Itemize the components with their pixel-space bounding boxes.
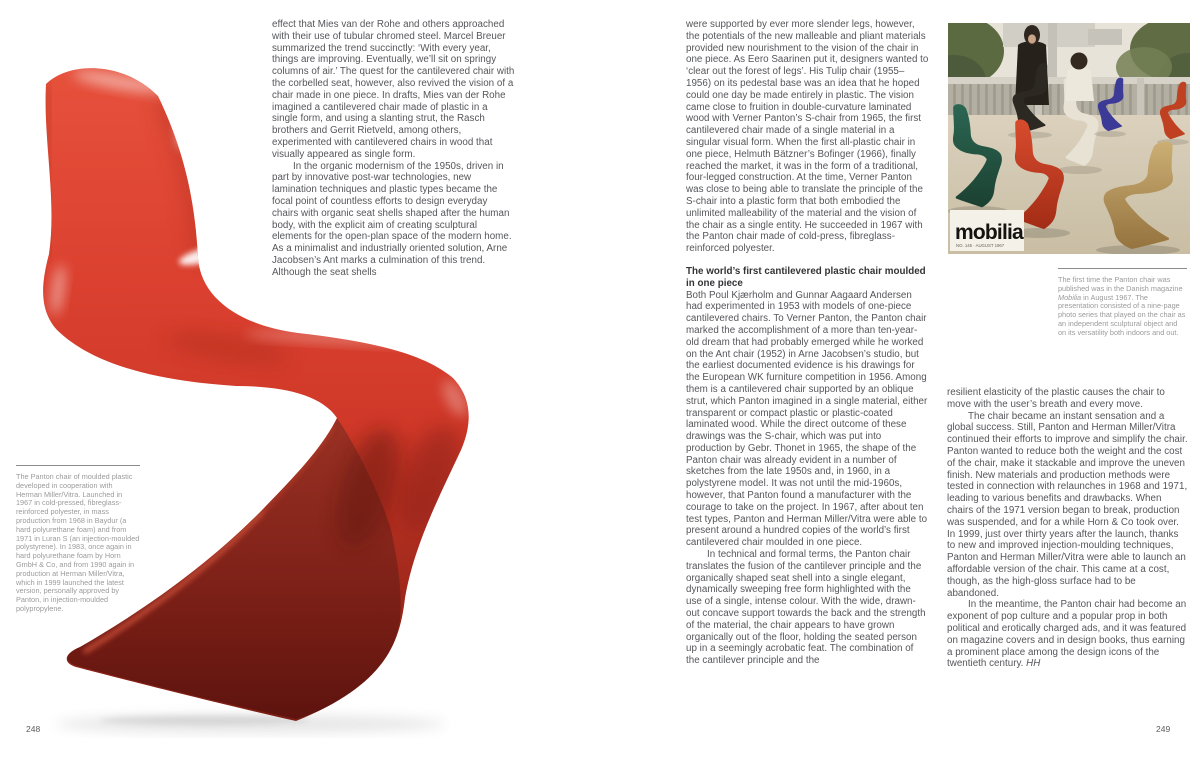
paragraph: In the organic modernism of the 1950s, driven in part by innovative post-war technologies, new lamination techniques and plastic types became the focal point of countless efforts to design everyday chairs with organic seat shells shaped after the human body, with the explicit aim of creating sculptural elements for the open-plan space of the modern home. As a minimalist and industrially oriented solution, Arne Jacobsen’s Ant marks a culmination of this trend. Although the seat shells — [272, 160, 512, 278]
paragraph: Both Poul Kjærholm and Gunnar Aagaard Andersen had experimented in 1953 with models of one-piece cantilevered chairs. To Verner Panton, the Panton chair marked the accomplishment of a more than ten-year-old dream that had probably emerged while he worked on the Ant chair (1952) in Arne Jacobsen’s studio, but the earliest documented evidence is his drawings for the European WK furniture competition in 1956. Among them is a cantilevered chair supported by an oblique strut, which Panton imagined in a single material, either transparent or compact plastic or plastic-coated laminated wood. While the direct outcome of these drawings was the S-chair, which was put into production by Gebr. Thonet in 1965, the shape of the Panton chair was already evident in a number of sketches from the late 1950s and, in 1960, in a polystyrene model. It was not until the mid-1960s, however, that Panton found a manufacturer with the courage to take on the project. In 1967, after about ten test types, Panton and Herman Miller/Vitra were able to present around a hundred copies of the world’s first cantilevered chair moulded in one piece. — [686, 289, 928, 549]
caption-italic: Mobilia — [1058, 292, 1082, 302]
chair-shadow — [55, 715, 445, 733]
paragraph: effect that Mies van der Rohe and others approached with their use of tubular chromed steel. Marcel Breuer summarized the trend succinctly: ‘With every year, things are improving. Eventually, we’ll sit on springy columns of air.’ The quest for the cantilevered chair with the corbelled seat, however, also revived the vision of a chair made in one piece. In drafts, Mies van der Rohe imagined a cantilevered chair made of plastic in a single form, and using a slanting strut, the Rasch brothers and Gerrit Rietveld, among others, experimented with cantilevered chairs in wood that visually appeared as single form. — [272, 19, 515, 160]
author-initials: HH — [1026, 658, 1041, 670]
right-page-column-2 — [947, 387, 1189, 670]
caption-part: The first time the Panton chair was published was in the Danish magazine — [1058, 275, 1183, 293]
paragraph — [947, 599, 1189, 670]
chair-caption — [16, 465, 140, 614]
paragraph: In technical and formal terms, the Panton chair translates the fusion of the cantilever principle and the organically shaped seat shell into a single elegant, dynamically sweeping free form highlighted with the use of a single, intense colour. With the wide, drawn-out concave support towards the back and the strength of the material, the chair appears to have grown organically out of the floor, holding the seated person up in a seemingly acrobatic feat. The combination of the cantilever principle and the — [686, 549, 926, 667]
caption-text: The Panton chair of moulded plastic developed in cooperation with Herman Miller/Vitra. Launched in 1967 in cold-pressed, fibreglass-reinforced polyester, in mass production from 1968 in Baydur (a hard polyurethane foam) and from 1971 in Luran S (an injection-moulded polystyrene). In 1983, once again in hard polyurethane foam by Horn GmbH & Co, and from 1990 again in production at Herman Miller/Vitra, which in 1999 launched the latest version, personally approved by Panton, in injection-moulded polypropylene. — [16, 472, 140, 613]
paragraph: were supported by ever more slender legs, however, the potentials of the new malleable and pliant materials provided new nourishment to the vision of the chair in one piece. As Eero Saarinen put it, designers wanted to ‘clear out the forest of legs’. His Tulip chair (1955–1956) on its pedestal base was an idea that he hoped could one day be made entirely in plastic. The vision came close to fruition in double-curvature laminated wood with Verner Panton’s S-chair from 1965, the first cantilevered chair made of a single material in a singular visual form. When the first all-plastic chair in one piece, Helmuth Bätzner’s Bofinger (1966), finally reached the market, it was in the form of a traditional, four-legged construction. At the time, Verner Panton was close to being able to translate the principle of the S-chair into a plastic form that both embodied the unlimited malleability of the material and the vision of the chair as a single entity. He succeeded in 1967 with the Panton chair made of cold-press, fibreglass-reinforced polyester. — [686, 19, 929, 255]
paragraph: The chair became an instant sensation and a global success. Still, Panton and Herman Miller/Vitra continued their efforts to improve and simplify the chair. Panton wanted to reduce both the weight and the cost of the chair, make it stackable and improve the uneven finish. New materials and production methods were tested in connection with relaunches in 1968 and 1971, leading to various benefits and drawbacks. When chairs of the 1971 version began to break, production was suspended, and for a while Horn & Co took over. In 1999, just over thirty years after the launch, thanks to new and improved injection-moulding techniques, Panton and Herman Miller/Vitra were able to launch an affordable version of the chair. This came at a cost, though, as the high-gloss surface had to be abandoned. — [947, 410, 1188, 599]
paragraph: resilient elasticity of the plastic causes the chair to move with the user’s breath and every move. — [947, 387, 1165, 410]
mobilia-cover-photo — [948, 23, 1190, 254]
caption-text — [1058, 276, 1187, 338]
caption-rule — [16, 465, 140, 466]
paragraph-text: In the meantime, the Panton chair had become an exponent of pop culture and a popular prop in both political and erotically charged ads, and it was featured on magazine covers and in design books, thus earning a prominent place among the design icons of the twentieth century. — [947, 599, 1187, 670]
mobilia-label — [950, 210, 1024, 251]
caption-rule — [1058, 268, 1187, 269]
page-number-left: 248 — [26, 724, 41, 734]
cover-caption — [1058, 268, 1187, 338]
mobilia-logo: mobilia — [955, 221, 1023, 244]
mobilia-issue: NO. 145 · AUGUST 1967 — [956, 243, 1005, 248]
right-page-column-1 — [686, 19, 929, 667]
section-heading: The world’s first cantilevered plastic chair moulded in one piece — [686, 265, 926, 289]
page-number-right: 249 — [1156, 724, 1171, 734]
caption-part: in August 1967. The presentation consisted of a nine-page photo series that played on the chair as an independent sculptural object and on its versatility both indoors and out. — [1058, 292, 1186, 337]
left-page-column — [272, 19, 515, 279]
